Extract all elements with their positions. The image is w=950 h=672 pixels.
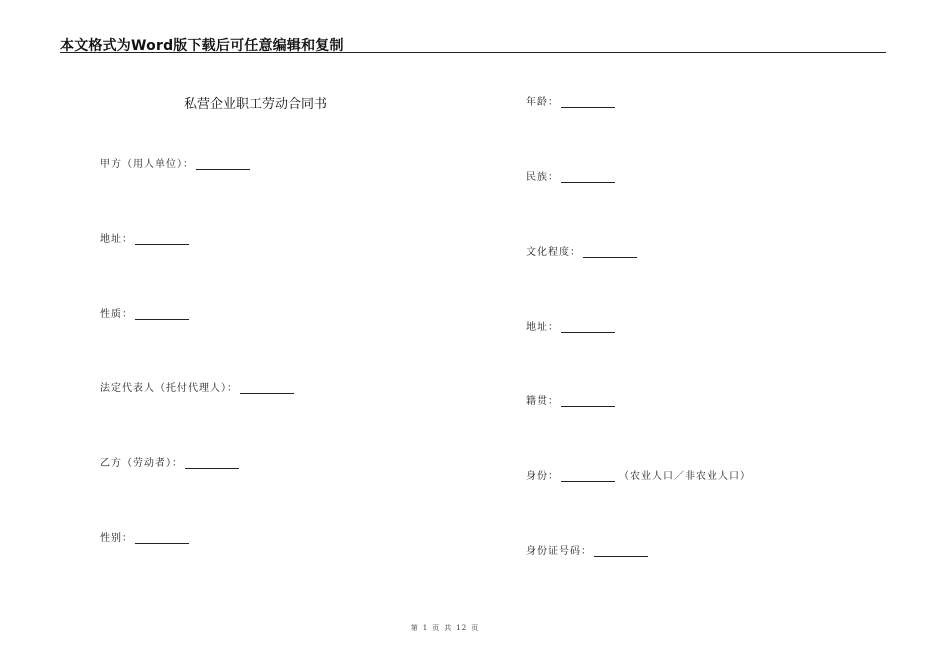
fill-in-blank[interactable] <box>561 172 615 183</box>
total-pages: 12 <box>456 624 468 632</box>
field-label: 法定代表人（托付代理人）： <box>100 383 238 394</box>
footer-text: 页 <box>471 624 480 632</box>
fill-in-blank[interactable] <box>583 247 637 258</box>
fill-in-blank[interactable] <box>561 396 615 407</box>
current-page: 1 <box>422 624 429 632</box>
field-label: 年龄： <box>526 97 559 108</box>
fill-in-blank[interactable] <box>196 159 250 170</box>
page-number-footer <box>0 623 890 633</box>
field-party-a <box>100 155 250 170</box>
field-id-number <box>526 542 648 557</box>
document-title: 私营企业职工劳动合同书 <box>184 97 328 112</box>
fill-in-blank[interactable] <box>135 234 189 245</box>
field-label: 乙方（劳动者）： <box>100 458 183 469</box>
fill-in-blank[interactable] <box>594 546 648 557</box>
field-gender <box>100 529 189 544</box>
footer-text: 共 <box>444 624 453 632</box>
field-ethnicity <box>526 168 615 183</box>
field-nature <box>100 305 189 320</box>
fill-in-blank[interactable] <box>135 533 189 544</box>
fill-in-blank[interactable] <box>561 471 615 482</box>
field-label: 性质： <box>100 309 133 320</box>
field-native-place <box>526 392 615 407</box>
header-divider <box>60 52 886 53</box>
field-label: 身份证号码： <box>526 546 592 557</box>
field-education <box>526 243 637 258</box>
field-identity <box>526 467 751 482</box>
field-age <box>526 93 615 108</box>
field-legal-representative <box>100 379 294 394</box>
fill-in-blank[interactable] <box>561 322 615 333</box>
fill-in-blank[interactable] <box>135 309 189 320</box>
field-label: 民族： <box>526 172 559 183</box>
field-label: 地址： <box>526 322 559 333</box>
footer-text: 页 <box>432 624 441 632</box>
field-address-a <box>100 230 189 245</box>
fill-in-blank[interactable] <box>561 97 615 108</box>
fill-in-blank[interactable] <box>185 458 239 469</box>
footer-text: 第 <box>410 624 419 632</box>
field-label: 籍贯： <box>526 396 559 407</box>
field-label: 甲方（用人单位）： <box>100 159 194 170</box>
identity-options: （农业人口／非农业人口） <box>619 471 751 482</box>
field-address-b <box>526 318 615 333</box>
field-label: 身份： <box>526 471 559 482</box>
header-banner: 本文格式为Word版下载后可任意编辑和复制 <box>60 38 344 54</box>
field-label: 文化程度： <box>526 247 581 258</box>
field-label: 地址： <box>100 234 133 245</box>
field-party-b <box>100 454 239 469</box>
field-label: 性别： <box>100 533 133 544</box>
fill-in-blank[interactable] <box>240 383 294 394</box>
